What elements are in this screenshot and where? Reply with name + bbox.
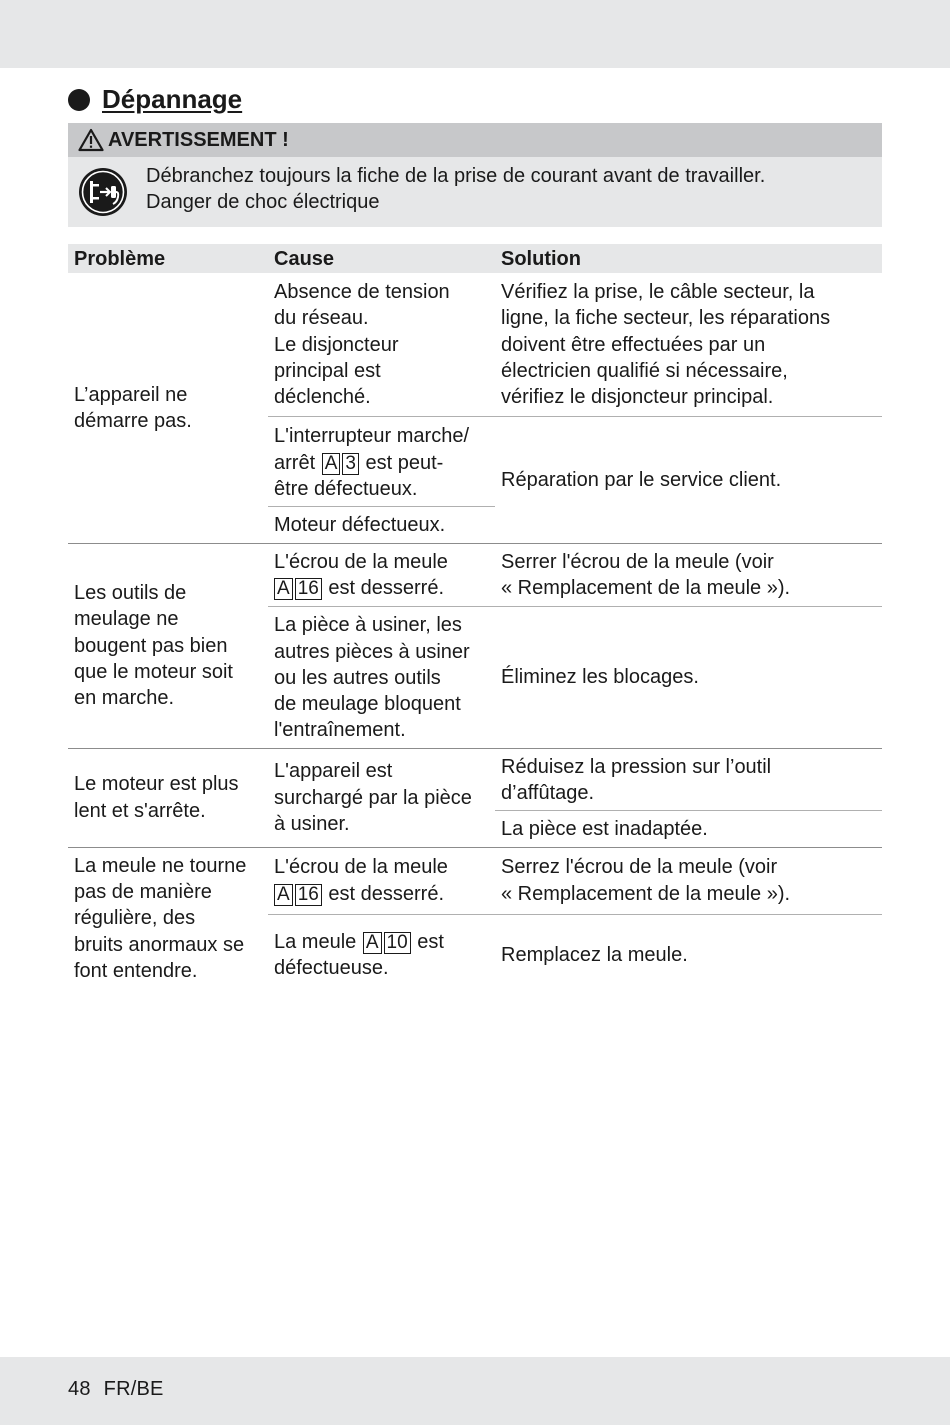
table-row: [68, 748, 882, 811]
table-header-row: [68, 244, 882, 273]
text-line: pas de manière: [74, 880, 212, 903]
text-line: Le disjoncteur: [274, 333, 399, 356]
warning-header: [68, 123, 882, 157]
text-line: de meulage bloquent: [274, 693, 461, 716]
page-title: Dépannage: [102, 84, 243, 114]
cause-cell: [268, 543, 495, 607]
text-line: L'écrou de la meule: [274, 550, 448, 573]
text-line: La meule ne tourne: [74, 854, 247, 877]
cause-cell: [268, 914, 495, 987]
table-row: [68, 847, 882, 914]
figure-ref-box: A: [274, 578, 293, 600]
text-line: que le moteur soit: [74, 660, 233, 683]
text-line: en marche.: [74, 687, 175, 710]
text-fragment: est desserré.: [328, 576, 444, 599]
text-line: La pièce à usiner, les: [274, 614, 462, 637]
text-line: surchargé par la pièce: [274, 786, 472, 809]
table-row: [68, 543, 882, 607]
text-line: du réseau.: [274, 307, 369, 330]
solution-cell: [495, 847, 882, 914]
problem-cell: L’appareil ne démarre pas.: [74, 383, 192, 432]
part-number-box: 10: [384, 932, 411, 954]
text-line: défectueuse.: [274, 956, 389, 979]
section-heading: [68, 84, 242, 115]
text-fragment: est: [417, 930, 444, 953]
text-line: principal est: [274, 359, 381, 382]
text-line: Serrer l'écrou de la meule (voir: [501, 550, 774, 573]
cause-cell: [268, 607, 495, 748]
text-line: régulière, des: [74, 907, 196, 930]
text-line: font entendre.: [74, 959, 198, 982]
text-line: électricien qualifié si nécessaire,: [501, 359, 788, 382]
cause-cell: [268, 847, 495, 914]
text-line: L'écrou de la meule: [274, 856, 448, 879]
part-number-box: 16: [295, 884, 322, 906]
text-line: [274, 929, 489, 955]
text-line: [274, 575, 489, 601]
text-line: « Remplacement de la meule »).: [501, 576, 791, 599]
problem-cell: [68, 847, 268, 987]
cause-cell: Moteur défectueux.: [268, 507, 495, 543]
cause-cell: [268, 273, 495, 417]
cause-cell: [268, 417, 495, 507]
text-line: Absence de tension: [274, 281, 450, 303]
unplug-icon: [78, 167, 128, 222]
table-row: [68, 273, 882, 417]
column-header-problem: Problème: [68, 244, 268, 273]
text-line: doivent être effectuées par un: [501, 333, 766, 356]
text-line: Le moteur est plus: [74, 773, 239, 796]
solution-cell: Remplacez la meule.: [495, 914, 882, 987]
text-line: ou les autres outils: [274, 666, 441, 689]
warning-text: [146, 163, 765, 215]
text-fragment: arrêt: [274, 451, 316, 474]
part-number-box: 3: [342, 453, 359, 475]
warning-title: AVERTISSEMENT !: [108, 128, 289, 151]
text-line: autres pièces à usiner: [274, 640, 470, 663]
text-line: lent et s'arrête.: [74, 799, 206, 822]
text-fragment: La meule: [274, 930, 357, 953]
solution-cell: [495, 543, 882, 607]
text-line: ligne, la fiche secteur, les réparations: [501, 307, 831, 330]
column-header-cause: Cause: [268, 244, 495, 273]
top-band: [0, 0, 950, 68]
text-line: à usiner.: [274, 812, 350, 835]
text-line: « Remplacement de la meule »).: [501, 882, 791, 905]
column-header-solution: Solution: [495, 244, 882, 273]
solution-cell: [495, 273, 882, 417]
text-line: Les outils de: [74, 581, 187, 604]
warning-line-2: Danger de choc électrique: [146, 191, 380, 213]
problem-cell: [68, 543, 268, 748]
solution-cell: [495, 748, 882, 811]
figure-ref-box: A: [274, 884, 293, 906]
text-line: être défectueux.: [274, 478, 418, 501]
text-line: d’affûtage.: [501, 782, 595, 805]
text-line: L'appareil est: [274, 760, 393, 783]
footer: [68, 1378, 164, 1401]
text-line: bougent pas bien: [74, 634, 228, 657]
solution-cell: Éliminez les blocages.: [495, 607, 882, 748]
figure-ref-box: A: [322, 453, 341, 475]
solution-cell: Réparation par le service client.: [495, 417, 882, 543]
part-number-box: 16: [295, 578, 322, 600]
solution-cell: La pièce est inadaptée.: [495, 811, 882, 847]
warning-triangle-icon: [78, 128, 104, 152]
text-line: Vérifiez la prise, le câble secteur, la: [501, 281, 815, 303]
figure-ref-box: A: [363, 932, 382, 954]
text-line: [274, 450, 489, 476]
text-line: Serrez l'écrou de la meule (voir: [501, 856, 778, 879]
language-code: FR/BE: [103, 1378, 164, 1400]
text-line: [274, 881, 489, 907]
troubleshooting-table: [68, 244, 882, 987]
text-line: meulage ne: [74, 608, 179, 631]
text-line: déclenché.: [274, 386, 371, 409]
text-fragment: est desserré.: [328, 882, 444, 905]
warning-line-1: Débranchez toujours la fiche de la prise de courant avant de travailler.: [146, 165, 766, 187]
text-fragment: est peut-: [365, 451, 444, 474]
cause-cell: [268, 748, 495, 847]
text-line: l'entraînement.: [274, 719, 406, 742]
text-line: L'interrupteur marche/: [274, 425, 470, 448]
problem-cell: [68, 748, 268, 847]
warning-body: [68, 157, 882, 227]
text-line: vérifiez le disjoncteur principal.: [501, 386, 774, 409]
text-line: bruits anormaux se: [74, 933, 245, 956]
bullet-icon: [68, 89, 90, 111]
page-number: 48: [68, 1378, 91, 1400]
text-line: Réduisez la pression sur l’outil: [501, 755, 772, 778]
